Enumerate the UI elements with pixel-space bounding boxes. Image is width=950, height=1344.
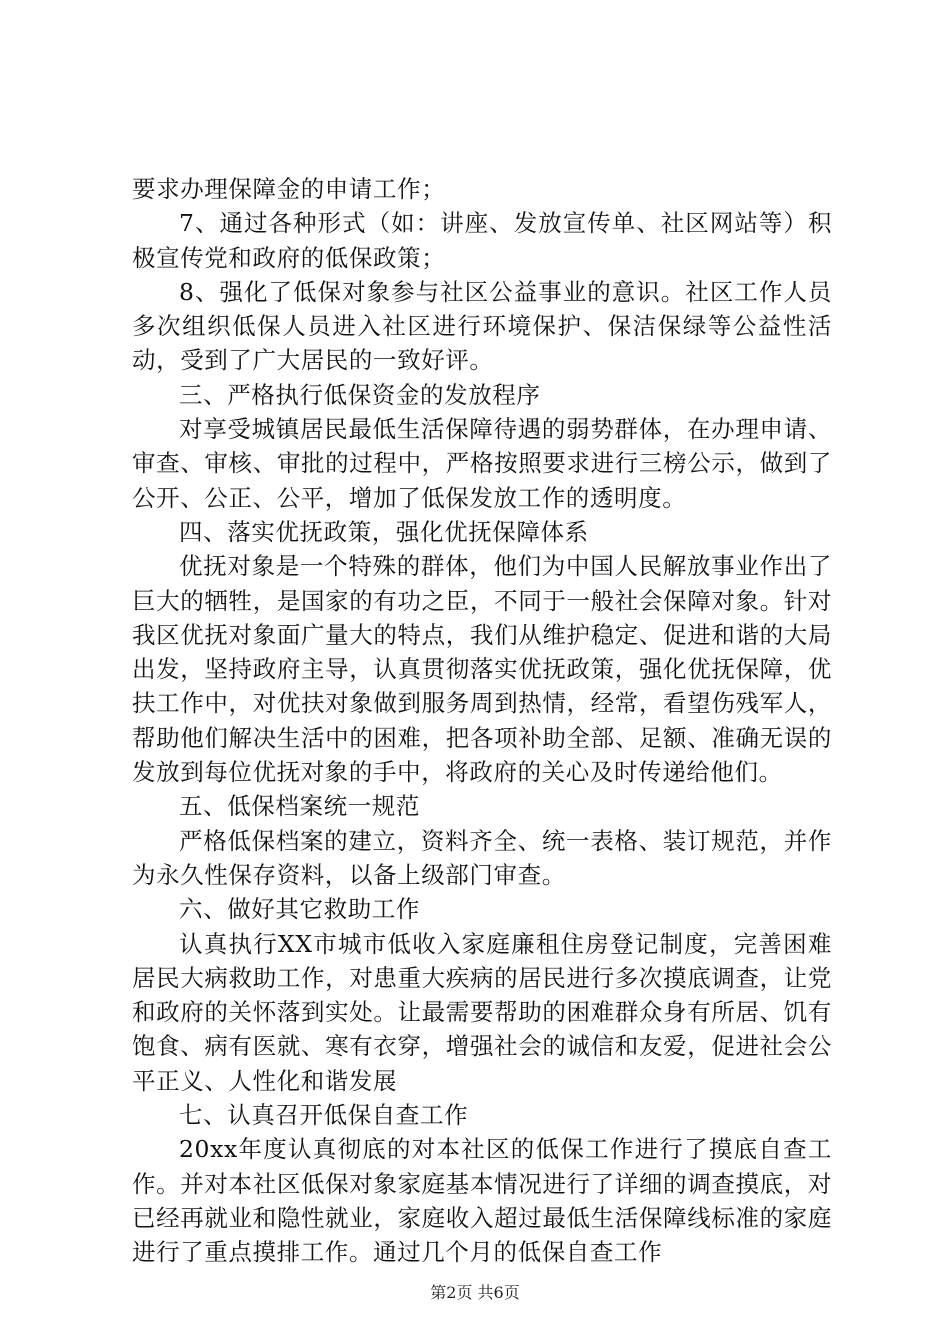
paragraph-2: 7、通过各种形式（如：讲座、发放宣传单、社区网站等）积极宣传党和政府的低保政策； (132, 209, 832, 272)
section-heading-6: 六、做好其它救助工作 (179, 895, 420, 924)
paragraph-11: 认真执行XX市城市低收入家庭廉租住房登记制度，完善困难居民大病救助工作，对患重大疾病的居民进行多次摸底调查，让党和政府的关怀落到实处。让最需要帮助的困难群众身有所居、饥有饱食、病有医就、寒有衣穿，增强社会的诚信和友爱，促进社会公平正义、人性化和谐发展 (132, 929, 832, 1095)
paragraph-7: 优抚对象是一个特殊的群体，他们为中国人民解放事业作出了巨大的牺牲，是国家的有功之臣，不同于一般社会保障对象。针对我区优抚对象面广量大的特点，我们从维护稳定、促进和谐的大局出发，坚持政府主导，认真贯彻落实优抚政策，强化优抚保障，优扶工作中，对优扶对象做到服务周到热情，经常，看望伤残军人，帮助他们解决生活中的困难，把各项补助全部、足额、准确无误的发放到每位优抚对象的手中，将政府的关心及时传递给他们。 (132, 552, 832, 787)
paragraph-3: 8、强化了低保对象参与社区公益事业的意识。社区工作人员多次组织低保人员进入社区进行环境保护、保洁保绿等公益性活动，受到了广大居民的一致好评。 (132, 277, 832, 375)
page-number-footer: 第2页 共6页 (430, 1283, 520, 1302)
paragraph-13: 20xx年度认真彻底的对本社区的低保工作进行了摸底自查工作。并对本社区低保对象家庭基本情况进行了详细的调查摸底，对已经再就业和隐性就业，家庭收入超过最低生活保障线标准的家庭进行了重点摸排工作。通过几个月的低保自查工作 (132, 1135, 832, 1267)
paragraph-1: 要求办理保障金的申请工作； (132, 175, 446, 203)
paragraph-5: 对享受城镇居民最低生活保障待遇的弱势群体，在办理申请、审查、审核、审批的过程中，严格按照要求进行三榜公示，做到了公开、公正、公平，增加了低保发放工作的透明度。 (132, 415, 832, 512)
paragraph-9: 严格低保档案的建立，资料齐全、统一表格、装订规范，并作为永久性保存资料，以备上级部门审查。 (132, 826, 832, 889)
section-heading-3: 三、严格执行低保资金的发放程序 (179, 380, 541, 409)
section-heading-7: 七、认真召开低保自查工作 (179, 1101, 469, 1130)
section-heading-5: 五、低保档案统一规范 (179, 792, 420, 821)
section-heading-4: 四、落实优抚政策，强化优抚保障体系 (179, 517, 589, 546)
document-body (132, 172, 832, 1270)
